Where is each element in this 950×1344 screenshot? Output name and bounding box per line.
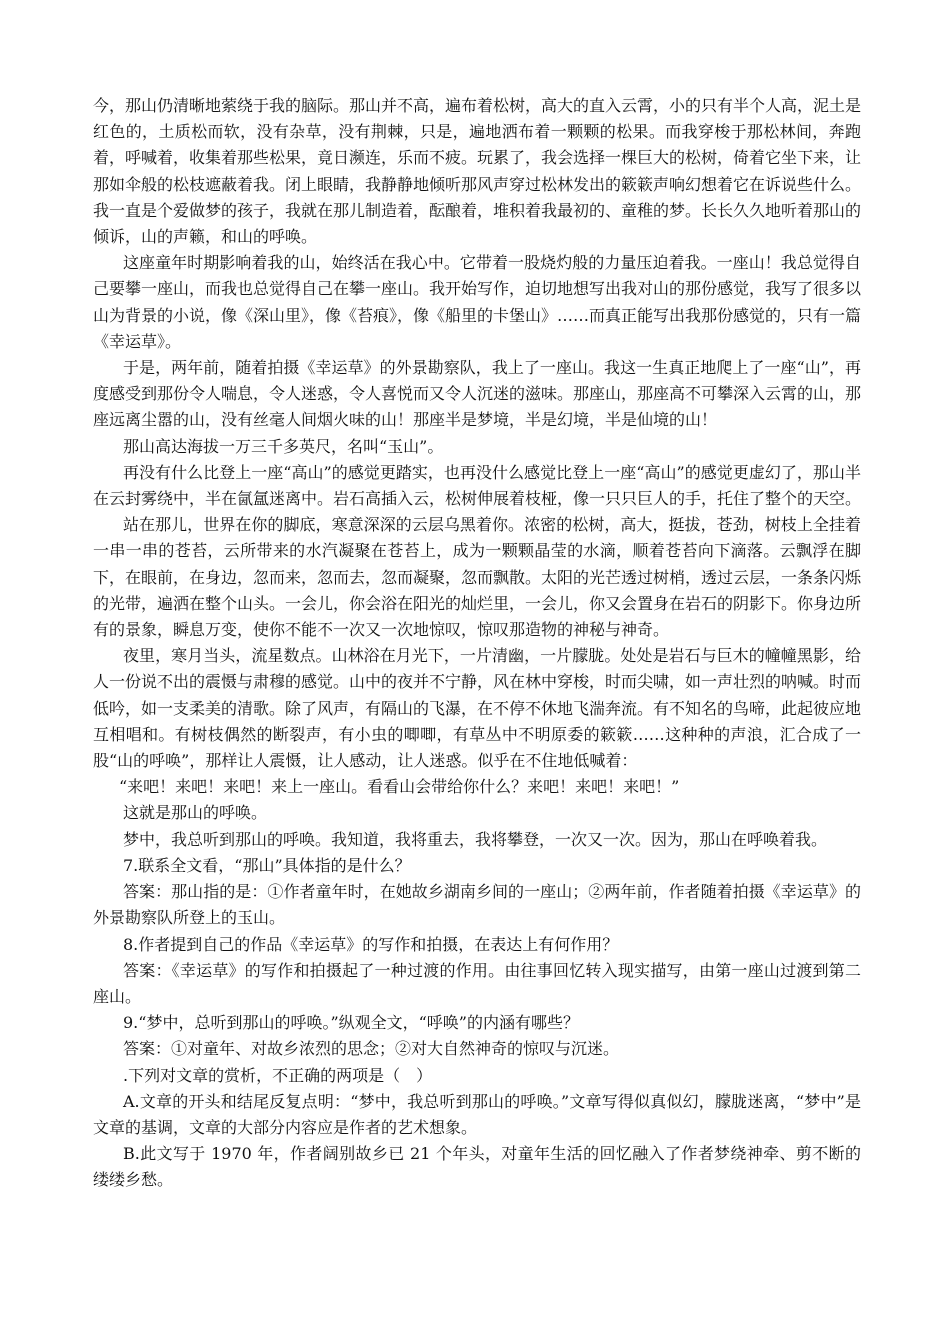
- answer-9: 答案：①对童年、对故乡浓烈的思念；②对大自然神奇的惊叹与沉迷。: [123, 1039, 620, 1059]
- paragraph-standing-there: 站在那儿，世界在你的脚底，寒意深深的云层乌黑着你。浓密的松树，高大，挺拔，苍劲，树枝上全挂着一串一串的苍苔，云所带来的水汽凝聚在苍苔上，成为一颗颗晶莹的水滴，顺着苍苔向下滴落。云飘浮在脚下，在眼前，在身边，忽而来，忽而去，忽而凝聚，忽而飘散。太阳的光芒透过树梢，透过云层，一条条闪烁的光带，遍洒在整个山头。一会儿，你会浴在阳光的灿烂里，一会儿，你又会置身在岩石的阴影下。你身边所有的景象，瞬息万变，使你不能不一次又一次地惊叹，惊叹那造物的神秘与神奇。: [93, 515, 862, 640]
- answer-8: 答案：《幸运草》的写作和拍摄起了一种过渡的作用。由往事回忆转入现实描写，由第一座山过渡到第二座山。: [93, 960, 861, 1006]
- paragraph-childhood-mountain: 今，那山仍清晰地萦绕于我的脑际。那山并不高，遍布着松树，高大的直入云霄，小的只有半个人高，泥土是红色的，土质松而软，没有杂草，没有荆棘，只是，遍地洒布着一颗颗的松果。而我穿梭于那松林间，奔跑着，呼喊着，收集着那些松果，竟日濒连，乐而不疲。玩累了，我会选择一棵巨大的松树，倚着它坐下来，让那如伞般的松枝遮蔽着我。闭上眼睛，我静静地倾听那风声穿过松林发出的簌簌声响幻想着它在诉说些什么。我一直是个爱做梦的孩子，我就在那儿制造着，酝酿着，堆积着我最初的、童稚的梦。长长久久地听着那山的倾诉，山的声籁，和山的呼唤。: [93, 96, 862, 247]
- paragraph-high-mountain: 再没有什么比登上一座“高山”的感觉更踏实，也再没什么感觉比登上一座“高山”的感觉更虚幻了，那山半在云封雾绕中，半在氤氲迷离中。岩石高插入云，松树伸展着枝桠，像一只只巨人的手，托住了整个的天空。: [93, 462, 862, 509]
- paragraph-jade-mountain: 那山高达海拔一万三千多英尺，名叫“玉山”。: [123, 436, 444, 456]
- question-9: 9.“梦中，总听到那山的呼唤。”纵观全文，“呼唤”的内涵有哪些？: [123, 1013, 579, 1033]
- document-page: [93, 93, 861, 1194]
- paragraph-climb-mountain: 于是，两年前，随着拍摄《幸运草》的外景勘察队，我上了一座山。我这一生真正地爬上了一座“山”，再度感受到那份令人喘息，令人迷惑，令人喜悦而又令人沉迷的滋味。那座山，那座高不可攀深入云霄的山，那座远离尘嚣的山，没有丝毫人间烟火味的山！那座半是梦境，半是幻境，半是仙境的山！: [93, 358, 862, 430]
- paragraph-mountain-in-heart: 这座童年时期影响着我的山，始终活在我心中。它带着一股烧灼般的力量压迫着我。一座山！我总觉得自己要攀一座山，而我也总觉得自己在攀一座山。我开始写作，迫切地想写出我对山的那份感觉，我写了很多以山为背景的小说，像《深山里》，像《苔痕》，像《船里的卡堡山》……而真正能写出我那份感觉的，只有一篇《幸运草》。: [93, 253, 862, 351]
- paragraph-dream: 梦中，我总听到那山的呼唤。我知道，我将重去，我将攀登，一次又一次。因为，那山在呼唤着我。: [123, 829, 828, 849]
- option-a: A.文章的开头和结尾反复点明：“梦中，我总听到那山的呼唤。”文章写得似真似幻，朦胧迷离，“梦中”是文章的基调，文章的大部分内容应是作者的艺术想象。: [93, 1091, 861, 1137]
- paragraph-the-call: 这就是那山的呼唤。: [123, 803, 268, 823]
- paragraph-night: 夜里，寒月当头，流星数点。山林浴在月光下，一片清幽，一片朦胧。处处是岩石与巨木的幢幢黑影，给人一份说不出的震慑与肃穆的感觉。山中的夜并不宁静，风在林中穿梭，时而尖啸，如一声壮烈的呐喊。时而低吟，如一支柔美的清歌。除了风声，有隔山的飞瀑，在不停不休地飞湍奔流。有不知名的鸟啼，此起彼应地互相唱和。有树枝偶然的断裂声，有小虫的唧唧，有草丛中不明原委的簌簌……这种种的声浪，汇合成了一股“山的呼唤”，那样让人震慑，让人感动，让人迷惑。似乎在不住地低喊着：: [93, 646, 862, 771]
- question-7: 7.联系全文看，“那山”具体指的是什么？: [123, 855, 411, 875]
- paragraph-call-quote: “来吧！来吧！来吧！来上一座山。看看山会带给你什么？来吧！来吧！来吧！”: [119, 777, 680, 797]
- question-8: 8.作者提到自己的作品《幸运草》的写作和拍摄，在表达上有何作用？: [123, 934, 619, 954]
- question-appreciation: .下列对文章的赏析，不正确的两项是（ ）: [123, 1065, 433, 1085]
- answer-7: 答案：那山指的是：①作者童年时，在她故乡湖南乡间的一座山；②两年前，作者随着拍摄《幸运草》的外景勘察队所登上的玉山。: [93, 882, 861, 928]
- option-b: B.此文写于 1970 年，作者阔别故乡已 21 个年头，对童年生活的回忆融入了作者梦绕神牵、剪不断的缕缕乡愁。: [93, 1144, 861, 1190]
